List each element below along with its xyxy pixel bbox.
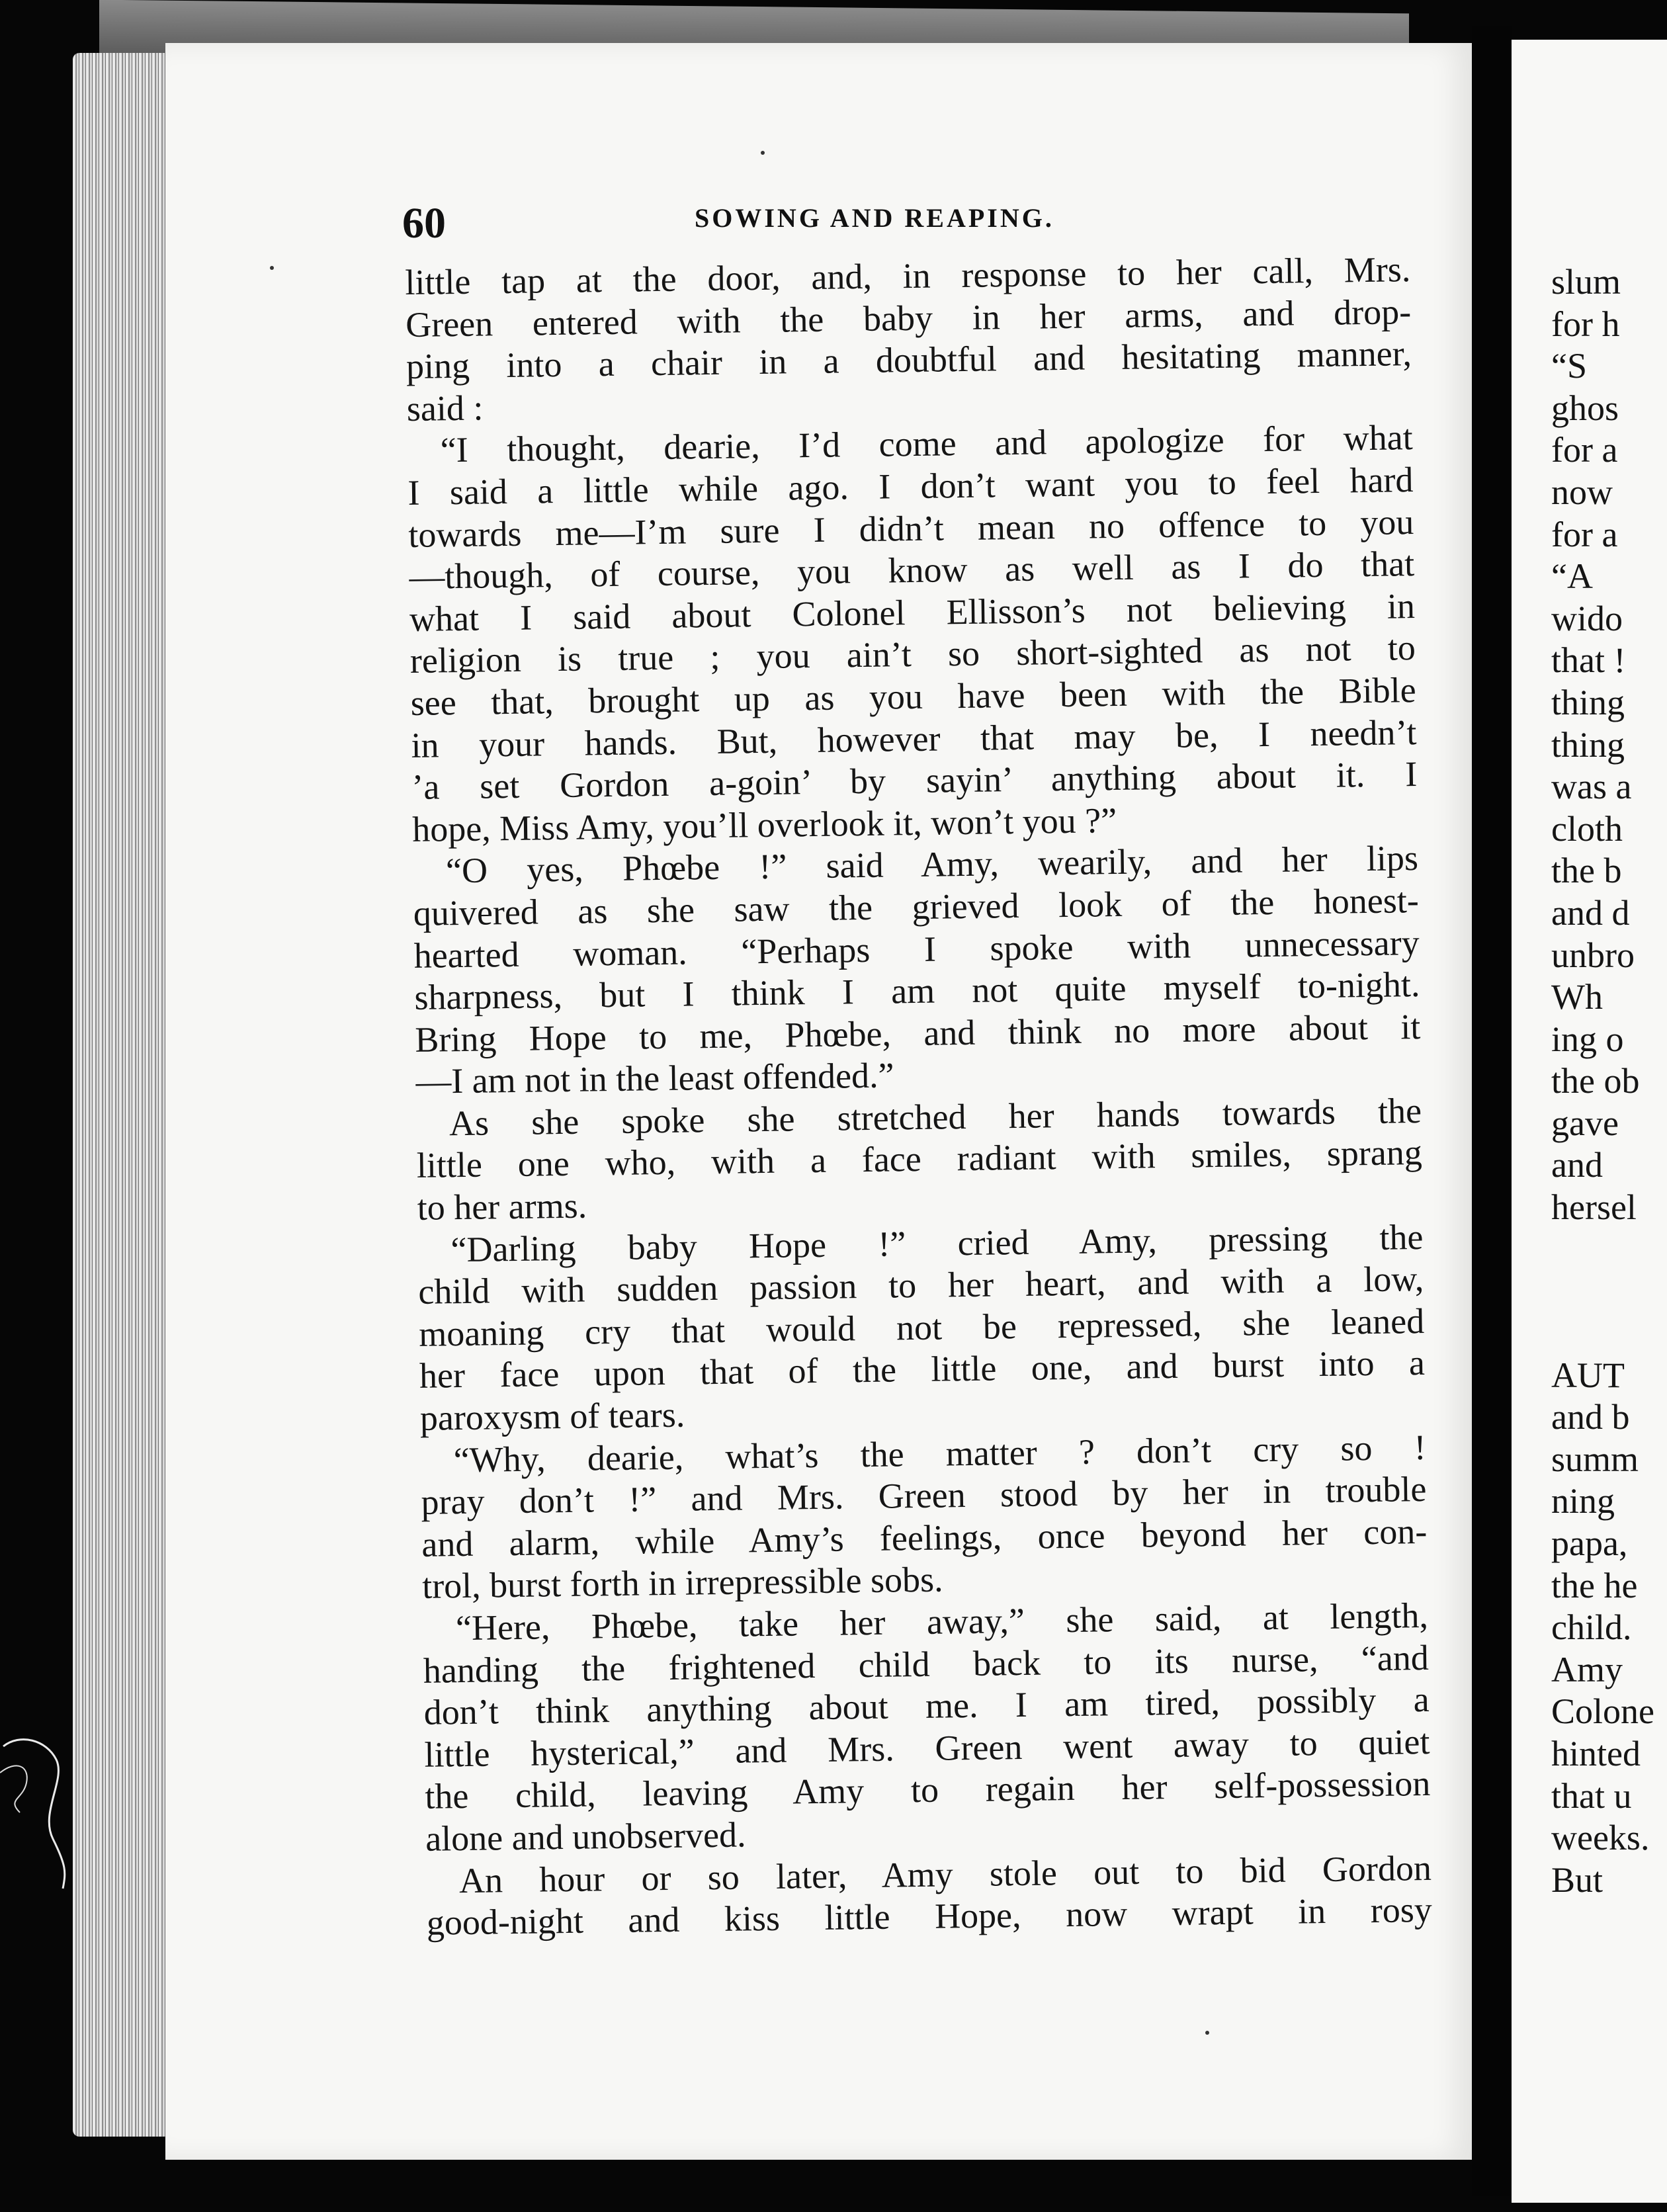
- right-text-fragment: thing: [1551, 724, 1625, 765]
- text-line: —though, of course, you know as well as I do that: [408, 544, 1415, 597]
- text-line: little tap at the door, and, in response to her call, Mrs.: [405, 249, 1411, 302]
- right-text-fragment: gave: [1551, 1103, 1619, 1143]
- text-line: “Here, Phœbe, take her away,” she said, at length,: [455, 1595, 1429, 1648]
- right-text-fragment: and: [1551, 1145, 1603, 1185]
- text-line: hope, Miss Amy, you’ll overlook it, won’t you ?”: [411, 800, 1117, 849]
- speck: [270, 266, 274, 270]
- text-line: —I am not in the least offended.”: [415, 1055, 894, 1102]
- right-text-fragment: weeks.: [1551, 1818, 1650, 1858]
- text-line: hearted woman. “Perhaps I spoke with unnecessary: [413, 922, 1420, 976]
- text-line: sharpness, but I think I am not quite myself to-night.: [414, 964, 1420, 1017]
- right-text-fragment: But: [1551, 1859, 1603, 1900]
- book-gutter: [1472, 26, 1512, 2196]
- text-line: little hysterical,” and Mrs. Green went away to quiet: [424, 1721, 1430, 1775]
- page-number: 60: [402, 199, 446, 247]
- text-line: “O yes, Phœbe !” said Amy, wearily, and her lips: [445, 838, 1419, 891]
- text-line: religion is true ; you ain’t so short-sighted as not to: [409, 628, 1416, 681]
- text-line: An hour or so later, Amy stole out to bid Gordon: [458, 1848, 1432, 1900]
- text-line: pray don’t !” and Mrs. Green stood by her in trouble: [421, 1469, 1427, 1523]
- text-line: ’a set Gordon a-goin’ by sayin’ anything about it. I: [411, 754, 1418, 808]
- text-line: little one who, with a face radiant with smiles, sprang: [416, 1132, 1423, 1186]
- section-gap: [1551, 1229, 1667, 1355]
- text-line: handing the frightened child back to its nurse, “and: [423, 1637, 1430, 1691]
- text-line: As she spoke she stretched her hands towards the: [449, 1090, 1422, 1144]
- text-line: said :: [406, 388, 484, 429]
- right-text-fragment: “A: [1551, 556, 1593, 597]
- right-text-fragment: and d: [1551, 892, 1630, 933]
- right-text-fragment: hinted: [1551, 1734, 1641, 1773]
- text-line: the child, leaving Amy to regain her self-possession: [424, 1764, 1431, 1817]
- right-text-fragment: hersel: [1551, 1187, 1637, 1228]
- right-text-fragment: that u: [1551, 1775, 1632, 1816]
- right-text-fragment: AUT: [1551, 1355, 1625, 1395]
- right-text-fragment: papa,: [1551, 1523, 1628, 1564]
- running-title: SOWING AND REAPING.: [695, 203, 1054, 233]
- text-line: Green entered with the baby in her arms, and drop-: [405, 291, 1412, 345]
- text-line: “I thought, dearie, I’d come and apologize for what: [440, 417, 1413, 470]
- text-line: in your hands. But, however that may be, I needn’t: [411, 712, 1417, 765]
- text-line: ping into a chair in a doubtful and hesitating manner,: [406, 333, 1412, 387]
- right-text-fragment: now: [1551, 472, 1613, 512]
- right-text-fragment: ning: [1551, 1481, 1615, 1521]
- right-text-fragment: ghos: [1551, 388, 1619, 428]
- right-text-fragment: Wh: [1551, 977, 1603, 1017]
- right-text-fragment: was a: [1551, 767, 1632, 807]
- right-page-text: [1551, 261, 1667, 1901]
- text-line: I said a little while ago. I don’t want you to feel hard: [407, 460, 1414, 513]
- text-line: and alarm, while Amy’s feelings, once beyond her con-: [421, 1511, 1428, 1564]
- right-text-fragment: child.: [1551, 1607, 1632, 1648]
- right-text-fragment: slum: [1551, 262, 1621, 302]
- right-text-fragment: Amy: [1551, 1649, 1623, 1689]
- right-text-fragment: the he: [1551, 1565, 1638, 1605]
- right-text-fragment: ing o: [1551, 1019, 1624, 1059]
- right-text-fragment: summ: [1551, 1439, 1639, 1479]
- right-text-fragment: unbro: [1551, 935, 1635, 975]
- text-line: moaning cry that would not be repressed, she leaned: [418, 1300, 1425, 1354]
- right-text-fragment: that !: [1551, 640, 1626, 681]
- text-line: to her arms.: [417, 1185, 587, 1228]
- right-text-fragment: for a: [1551, 514, 1618, 554]
- right-text-fragment: for h: [1551, 304, 1620, 344]
- right-text-fragment: and b: [1551, 1397, 1630, 1437]
- text-line: Bring Hope to me, Phœbe, and think no more about it: [414, 1006, 1421, 1060]
- right-text-fragment: the ob: [1551, 1061, 1640, 1101]
- text-line: her face upon that of the little one, and burst into a: [419, 1343, 1426, 1396]
- text-line: what I said about Colonel Ellisson’s not believing in: [409, 585, 1416, 639]
- right-text-fragment: wido: [1551, 598, 1623, 638]
- right-text-fragment: the b: [1551, 851, 1622, 891]
- text-line: “Darling baby Hope !” cried Amy, pressing the: [450, 1216, 1424, 1269]
- text-line: towards me—I’m sure I didn’t mean no offence to you: [408, 501, 1414, 555]
- page-body-text: [405, 249, 1432, 1944]
- right-text-fragment: Colone: [1551, 1691, 1654, 1732]
- thread-fiber: [0, 1720, 79, 1892]
- text-line: see that, brought up as you have been with the Bible: [410, 669, 1416, 723]
- right-text-fragment: “S: [1551, 346, 1587, 386]
- speck: [761, 151, 765, 155]
- text-line: alone and unobserved.: [425, 1814, 746, 1859]
- right-text-fragment: cloth: [1551, 808, 1623, 849]
- text-line: “Why, dearie, what’s the matter ? don’t cry so !: [453, 1427, 1426, 1480]
- text-line: good-night and kiss little Hope, now wrapt in rosy: [426, 1890, 1433, 1943]
- right-text-fragment: for a: [1551, 430, 1618, 470]
- text-line: quivered as she saw the grieved look of the honest-: [413, 880, 1420, 933]
- text-line: don’t think anything about me. I am tired, possibly a: [423, 1680, 1430, 1732]
- book-page-edges: [73, 53, 172, 2137]
- text-line: paroxysm of tears.: [419, 1394, 685, 1438]
- text-line: trol, burst forth in irrepressible sobs.: [421, 1559, 943, 1607]
- text-line: child with sudden passion to her heart, and with a low,: [417, 1259, 1424, 1312]
- speck: [1205, 2031, 1209, 2035]
- right-text-fragment: thing: [1551, 682, 1625, 722]
